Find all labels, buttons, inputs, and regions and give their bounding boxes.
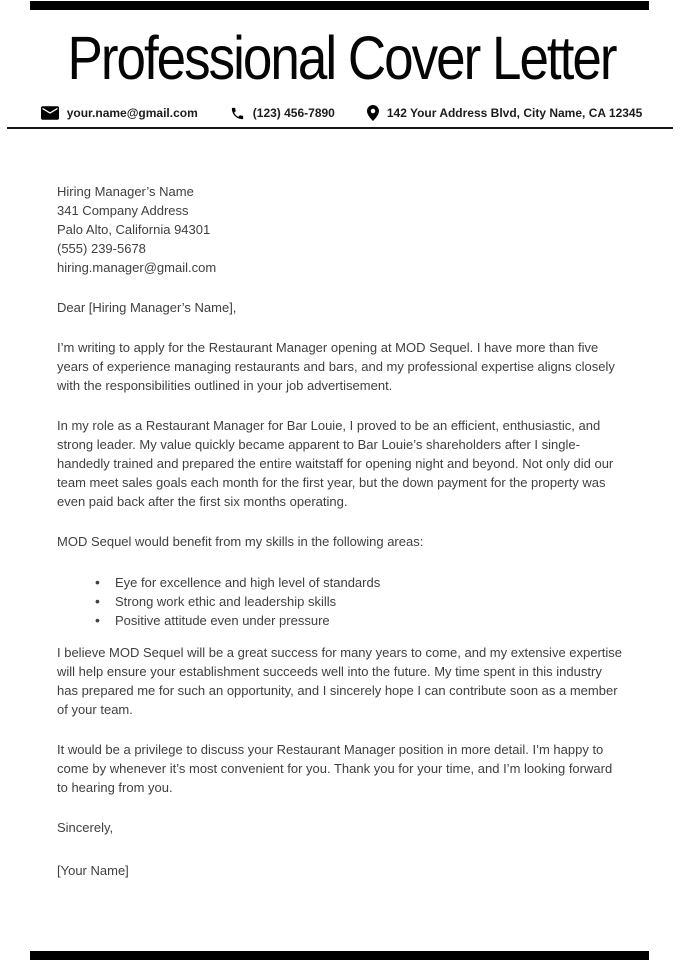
page-title: Professional Cover Letter (67, 25, 616, 93)
contact-email-text: your.name@gmail.com (66, 106, 198, 120)
body-paragraph-4: It would be a privilege to discuss your Restaurant Manager position in more detail. I’m happy to come by whenever it’s most convenient for you. Thank you for your time, and I’m looking forward to hearing from you. (57, 742, 613, 795)
body-paragraph-2: In my role as a Restaurant Manager for Bar Louie, I proved to be an efficient, enthusiastic, and strong leader. My value quickly became apparent to Bar Louie’s shareholders after I single-handedly trained and prepared the entire waitstaff for opening night and beyond. Not only did our team meet sales goals each month for the first year, but the down payment for the property was even paid back after the first six months operating. (57, 418, 614, 509)
contact-phone-text: (123) 456-7890 (252, 106, 335, 120)
recipient-street: 341 Company Address (57, 203, 189, 218)
recipient-city: Palo Alto, California 94301 (57, 222, 211, 237)
recipient-phone: (555) 239-5678 (57, 241, 146, 256)
contact-phone (230, 106, 335, 121)
bottom-border-bar (30, 951, 649, 960)
contact-address-text: 142 Your Address Blvd, City Name, CA 12345 (386, 106, 643, 120)
recipient-block (57, 182, 626, 277)
skill-item: • Strong work ethic and leadership skills (95, 592, 626, 611)
phone-icon (230, 106, 245, 121)
recipient-email: hiring.manager@gmail.com (57, 260, 217, 275)
envelope-icon (41, 106, 59, 120)
skills-list (57, 573, 626, 630)
header-divider (7, 127, 673, 129)
body-paragraph-3: I believe MOD Sequel will be a great success for many years to come, and my extensive expertise will help ensure your establishment succeeds well into the future. My time spent in this industry has prepared me for such an opportunity, and I sincerely hope I can contribute soon as a member of your team. (57, 645, 623, 717)
salutation: Dear [Hiring Manager’s Name], (57, 300, 237, 315)
body-paragraph-1: I’m writing to apply for the Restaurant Manager opening at MOD Sequel. I have more than five years of experience managing restaurants and bars, and my professional expertise aligns closely with the responsibilities outlined in your job advertisement. (57, 340, 615, 393)
signature-name: [Your Name] (57, 863, 129, 878)
skill-item: • Eye for excellence and high level of standards (95, 573, 626, 592)
closing: Sincerely, (57, 820, 114, 835)
top-border-bar (30, 1, 649, 10)
contact-email (41, 106, 198, 120)
letter-body (57, 182, 626, 880)
skills-intro: MOD Sequel would benefit from my skills in the following areas: (57, 534, 424, 549)
contact-row (57, 102, 643, 124)
recipient-name: Hiring Manager’s Name (57, 184, 194, 199)
contact-address (367, 105, 642, 121)
location-pin-icon (367, 105, 379, 121)
skill-item: • Positive attitude even under pressure (95, 611, 626, 630)
